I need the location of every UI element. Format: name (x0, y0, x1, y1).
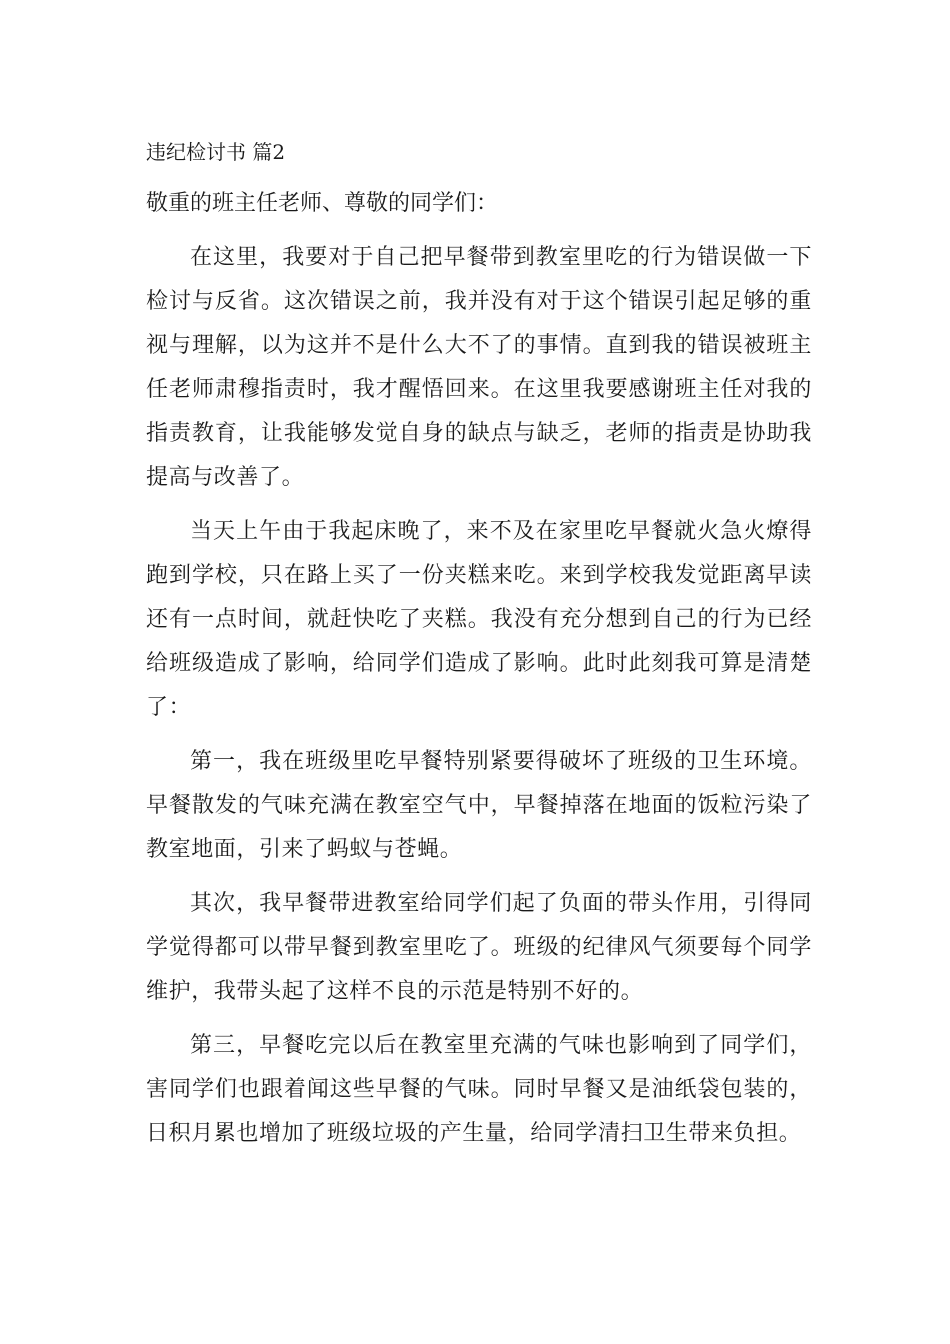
document-title: 违纪检讨书 篇2 (146, 140, 286, 164)
paragraph-5: 第三，早餐吃完以后在教室里充满的气味也影响到了同学们，害同学们也跟着闻这些早餐的气味。同时早餐又是油纸袋包装的，日积月累也增加了班级垃圾的产生量，给同学清扫卫生带来负担。 (146, 1033, 812, 1146)
salutation: 敬重的班主任老师、尊敬的同学们： (146, 191, 499, 216)
document-body (146, 132, 812, 1156)
paragraph-1: 在这里，我要对于自己把早餐带到教室里吃的行为错误做一下检讨与反省。这次错误之前，我并没有对于这个错误引起足够的重视与理解，以为这并不是什么大不了的事情。直到我的错误被班主任老师肃穆指责时，我才醒悟回来。在这里我要感谢班主任对我的指责教育，让我能够发觉自身的缺点与缺乏，老师的指责是协助我提高与改善了。 (146, 245, 812, 490)
paragraph-2: 当天上午由于我起床晚了，来不及在家里吃早餐就火急火燎得跑到学校，只在路上买了一份夹糕来吃。来到学校我发觉距离早读还有一点时间，就赶快吃了夹糕。我没有充分想到自己的行为已经给班级造成了影响，给同学们造成了影响。此时此刻我可算是清楚了： (146, 519, 812, 720)
paragraph-3: 第一，我在班级里吃早餐特别紧要得破坏了班级的卫生环境。早餐散发的气味充满在教室空气中，早餐掉落在地面的饭粒污染了教室地面，引来了蚂蚁与苍蝇。 (146, 749, 812, 862)
paragraph-4: 其次，我早餐带进教室给同学们起了负面的带头作用，引得同学觉得都可以带早餐到教室里吃了。班级的纪律风气须要每个同学维护，我带头起了这样不良的示范是特别不好的。 (146, 891, 812, 1004)
